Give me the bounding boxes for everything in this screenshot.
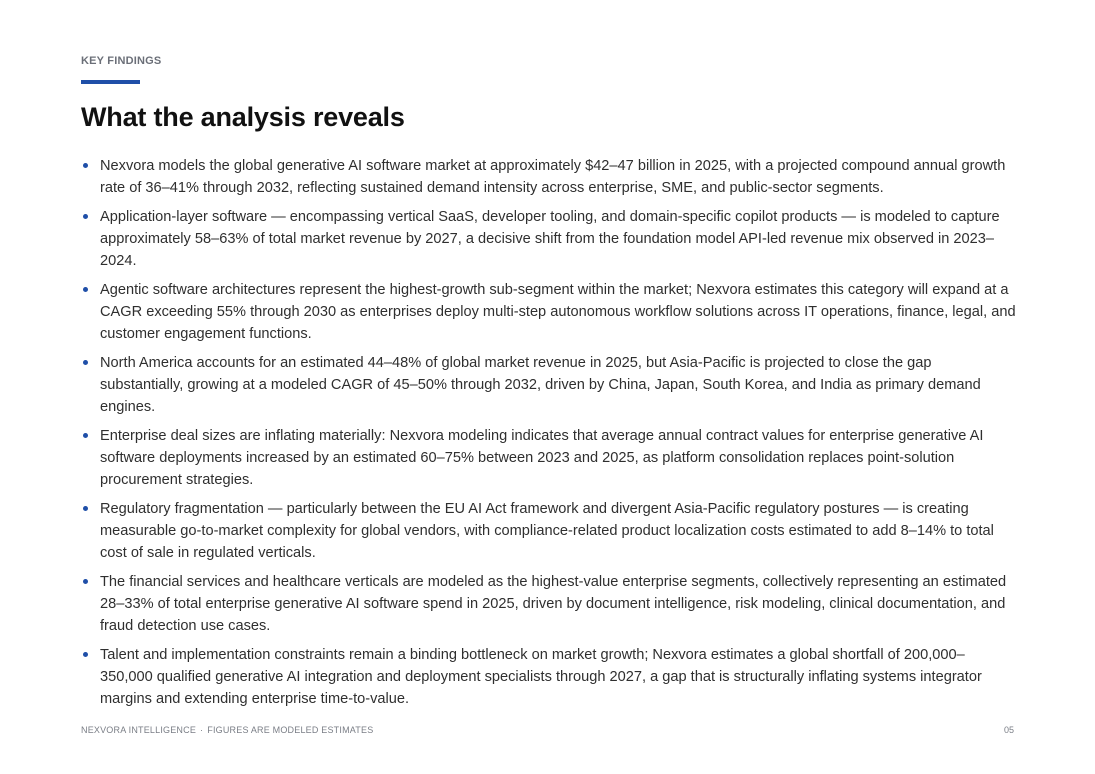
page-number: 05 <box>1003 725 1014 735</box>
finding-text: The financial services and healthcare verticals are modeled as the highest-value enterprise segments, collectively representing an estimated 28–33% of total enterprise generative AI software spend in 2025, driven by document intelligence, risk modeling, clinical documentation, and fraud detection use cases. <box>100 574 1007 634</box>
finding-item <box>81 155 1017 199</box>
finding-item <box>81 279 1017 345</box>
bullet-icon <box>83 433 88 438</box>
findings-list <box>81 155 1017 717</box>
report-page <box>81 0 1021 774</box>
finding-text: Talent and implementation constraints remain a binding bottleneck on market growth; Nexvora estimates a global shortfall of 200,000–350,000 qualified generative AI integration and deployment specialists through 2027, a gap that is structurally inflating systems integrator margins and extending enterprise time-to-value. <box>100 647 982 707</box>
bullet-icon <box>83 506 88 511</box>
bullet-icon <box>83 214 88 219</box>
finding-text: Enterprise deal sizes are inflating materially: Nexvora modeling indicates that average annual contract values for enterprise generative AI software deployments increased by an estimated 60–75% between 2023 and 2025, as platform consolidation replaces point-solution procurement strategies. <box>100 428 984 488</box>
page-title: What the analysis reveals <box>81 102 405 132</box>
footer-separator: · <box>200 725 204 735</box>
finding-item <box>81 571 1017 637</box>
finding-text: North America accounts for an estimated 44–48% of global market revenue in 2025, but Asia-Pacific is projected to close the gap substantially, growing at a modeled CAGR of 45–50% through 2032, driven by China, Japan, South Korea, and India as primary demand engines. <box>100 355 981 415</box>
bullet-icon <box>83 579 88 584</box>
footer-brand-line <box>81 725 373 735</box>
bullet-icon <box>83 163 88 168</box>
finding-item <box>81 498 1017 564</box>
accent-bar <box>81 80 140 84</box>
finding-text: Application-layer software — encompassing vertical SaaS, developer tooling, and domain-specific copilot products — is modeled to capture approximately 58–63% of total market revenue by 2027, a decisive shift from the foundation model API-led revenue mix observed in 2023–2024. <box>100 209 1000 269</box>
finding-item <box>81 425 1017 491</box>
finding-item <box>81 352 1017 418</box>
finding-text: Nexvora models the global generative AI software market at approximately $42–47 billion in 2025, with a projected compound annual growth rate of 36–41% through 2032, reflecting sustained demand intensity across enterprise, SME, and public-sector segments. <box>100 158 1006 196</box>
section-eyebrow: KEY FINDINGS <box>81 55 162 67</box>
finding-text: Regulatory fragmentation — particularly between the EU AI Act framework and divergent Asia-Pacific regulatory postures — is creating measurable go-to-market complexity for global vendors, with compliance-related product localization costs estimated to add 8–14% to total cost of sale in regulated verticals. <box>100 501 994 561</box>
bullet-icon <box>83 652 88 657</box>
footer-note: FIGURES ARE MODELED ESTIMATES <box>207 725 374 735</box>
finding-text: Agentic software architectures represent the highest-growth sub-segment within the market; Nexvora estimates this category will expand at a CAGR exceeding 55% through 2030 as enterprises deploy multi-step autonomous workflow solutions across IT operations, finance, legal, and customer engagement functions. <box>100 282 1016 342</box>
footer-brand: NEXVORA INTELLIGENCE <box>81 725 197 735</box>
bullet-icon <box>83 360 88 365</box>
bullet-icon <box>83 287 88 292</box>
finding-item <box>81 644 1017 710</box>
finding-item <box>81 206 1017 272</box>
